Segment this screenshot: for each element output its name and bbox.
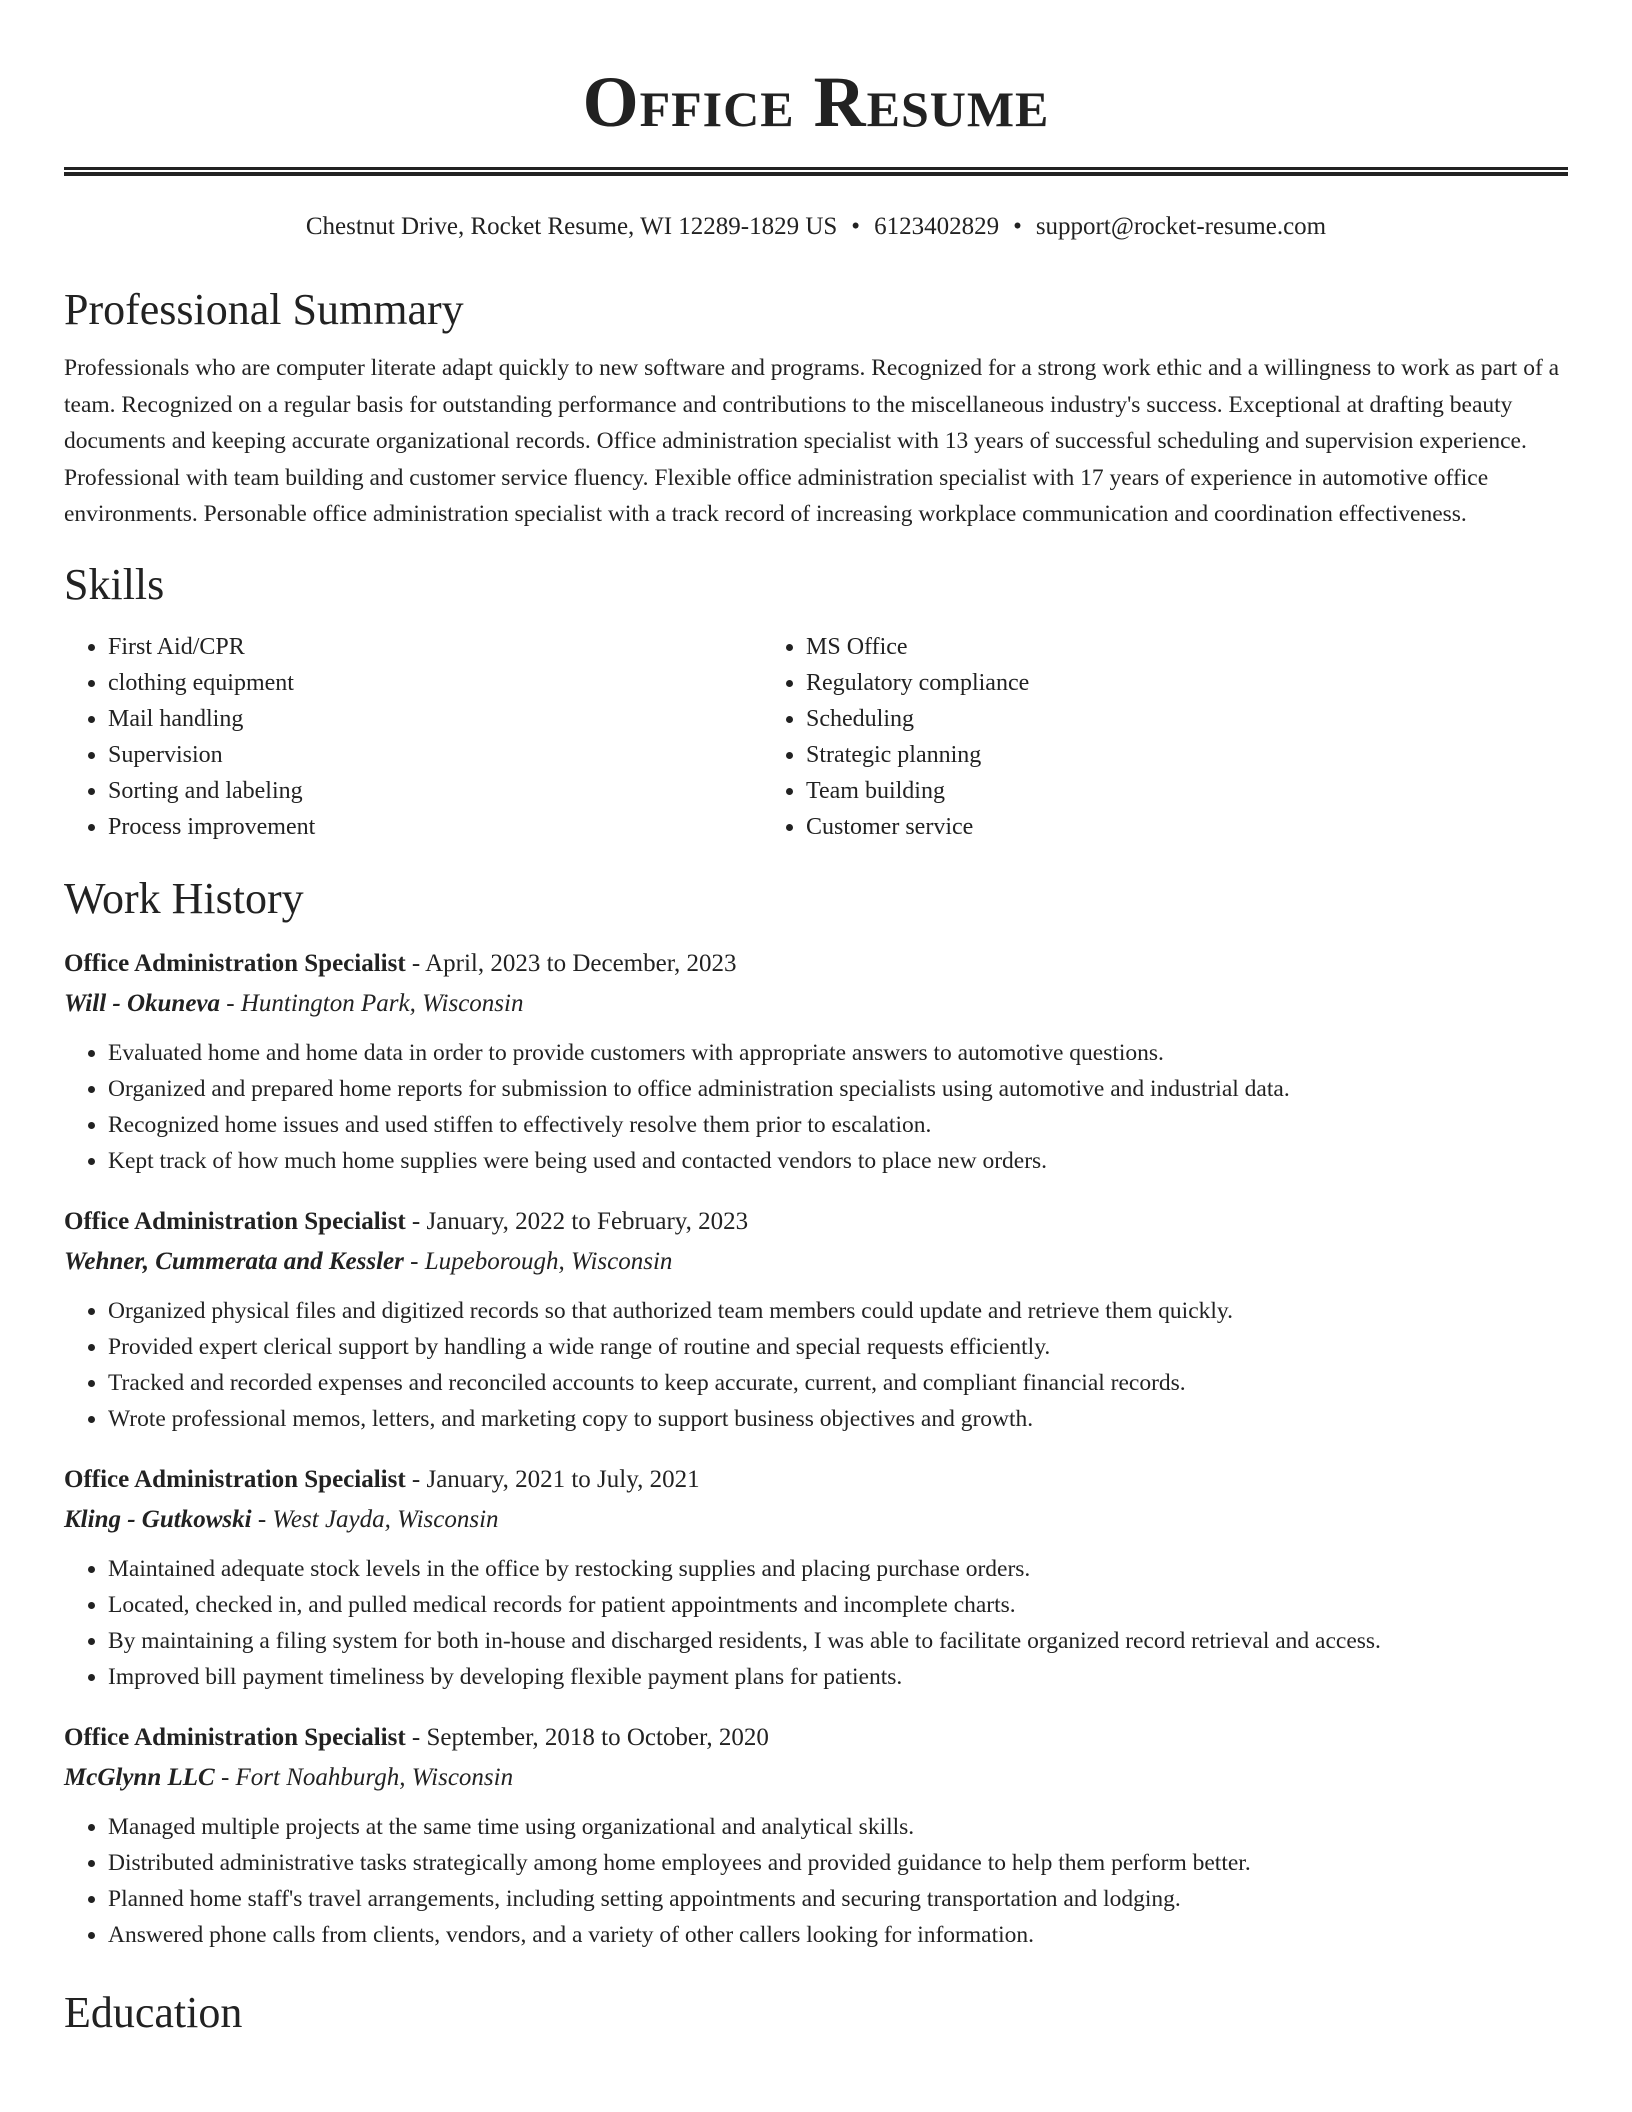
job-bullets — [64, 1809, 1568, 1953]
job-bullet: • Organized and prepared home reports for submission to office administration specialists using automotive and industrial data. — [108, 1071, 1568, 1107]
contact-phone: 6123402829 — [874, 213, 1000, 240]
job-bullet: • By maintaining a filing system for both in-house and discharged residents, I was able to facilitate organized record retrieval and access. — [108, 1623, 1568, 1659]
skill-item: • Regulatory compliance — [806, 665, 1460, 701]
work-history-heading: Work History — [64, 873, 304, 923]
job-entry — [64, 1465, 1568, 1695]
skill-item: • Strategic planning — [806, 737, 1460, 773]
contact-separator: • — [1013, 213, 1022, 240]
job-role: Office Administration Specialist — [64, 949, 406, 977]
job-entry — [64, 1207, 1568, 1437]
job-company: Kling - Gutkowski — [64, 1505, 252, 1533]
job-dates: - January, 2021 to July, 2021 — [405, 1465, 700, 1493]
contact-address: Chestnut Drive, Rocket Resume, WI 12289-1829 US — [305, 213, 838, 240]
skills-column-left — [64, 629, 762, 845]
job-entry — [64, 1723, 1568, 1953]
job-title-line — [64, 1465, 1568, 1495]
job-entry — [64, 949, 1568, 1179]
job-location: - Huntington Park, Wisconsin — [220, 989, 524, 1017]
job-bullet: • Wrote professional memos, letters, and marketing copy to support business objectives and growth. — [108, 1401, 1568, 1437]
resume-title: Office Resume — [582, 62, 1050, 142]
job-role: Office Administration Specialist — [64, 1465, 406, 1493]
job-bullet: • Tracked and recorded expenses and reconciled accounts to keep accurate, current, and compliant financial records. — [108, 1365, 1568, 1401]
skill-item: • Mail handling — [108, 701, 762, 737]
job-bullet: • Managed multiple projects at the same time using organizational and analytical skills. — [108, 1809, 1568, 1845]
skills-list — [64, 629, 1568, 845]
contact-separator: • — [851, 213, 861, 240]
skill-item: • MS Office — [806, 629, 1460, 665]
job-bullet: • Evaluated home and home data in order to provide customers with appropriate answers to automotive questions. — [108, 1035, 1568, 1071]
contact-email: support@rocket-resume.com — [1035, 213, 1327, 240]
job-location: - West Jayda, Wisconsin — [251, 1505, 499, 1533]
summary-text: Professionals who are computer literate adapt quickly to new software and programs. Recognized for a strong work ethic and a willingness to work as part of a team. Recognized on a regular basis for outstanding performance and contributions to the miscellaneous industry's success. Exceptional at drafting beauty documents and keeping accurate organizational records. Office administration specialist with 13 years of successful scheduling and supervision experience. Professional with team building and customer service fluency. Flexible office administration specialist with 17 years of experience in automotive office environments. Personable office administration specialist with a track record of increasing workplace communication and coordination effectiveness. — [64, 355, 1560, 528]
job-company-line — [64, 989, 1568, 1019]
job-company-line — [64, 1247, 1568, 1277]
job-company: McGlynn LLC — [64, 1763, 215, 1791]
job-title-line — [64, 949, 1568, 979]
job-bullet: • Improved bill payment timeliness by developing flexible payment plans for patients. — [108, 1659, 1568, 1695]
job-location: - Fort Noahburgh, Wisconsin — [214, 1763, 514, 1791]
job-company-line — [64, 1505, 1568, 1535]
job-title-line — [64, 1207, 1568, 1237]
skill-item: • Supervision — [108, 737, 762, 773]
contact-line — [64, 212, 1568, 242]
job-bullet: • Maintained adequate stock levels in the office by restocking supplies and placing purchase orders. — [108, 1551, 1568, 1587]
skills-heading: Skills — [64, 559, 165, 609]
job-dates: - April, 2023 to December, 2023 — [405, 949, 737, 977]
skill-item: • First Aid/CPR — [108, 629, 762, 665]
job-role: Office Administration Specialist — [64, 1207, 406, 1235]
job-bullet: • Located, checked in, and pulled medical records for patient appointments and incomplete charts. — [108, 1587, 1568, 1623]
job-bullet: • Kept track of how much home supplies were being used and contacted vendors to place new orders. — [108, 1143, 1568, 1179]
skill-item: • Scheduling — [806, 701, 1460, 737]
job-bullets — [64, 1551, 1568, 1695]
job-company: Wehner, Cummerata and Kessler — [64, 1247, 404, 1275]
job-bullet: • Provided expert clerical support by handling a wide range of routine and special requests efficiently. — [108, 1329, 1568, 1365]
skill-item: • Customer service — [806, 809, 1460, 845]
job-bullet: • Organized physical files and digitized records so that authorized team members could update and retrieve them quickly. — [108, 1293, 1568, 1329]
job-location: - Lupeborough, Wisconsin — [403, 1247, 673, 1275]
skill-item: • Team building — [806, 773, 1460, 809]
skills-column-right — [762, 629, 1460, 845]
skill-item: • Sorting and labeling — [108, 773, 762, 809]
title-divider — [64, 167, 1568, 176]
education-heading: Education — [64, 1987, 243, 2037]
job-bullet: • Distributed administrative tasks strategically among home employees and provided guidance to help them perform better. — [108, 1845, 1568, 1881]
skill-item: • clothing equipment — [108, 665, 762, 701]
job-bullet: • Answered phone calls from clients, vendors, and a variety of other callers looking for information. — [108, 1917, 1568, 1953]
job-dates: - January, 2022 to February, 2023 — [405, 1207, 749, 1235]
job-company-line — [64, 1763, 1568, 1793]
job-company: Will - Okuneva — [64, 989, 221, 1017]
job-title-line — [64, 1723, 1568, 1753]
job-bullet: • Recognized home issues and used stiffen to effectively resolve them prior to escalation. — [108, 1107, 1568, 1143]
job-role: Office Administration Specialist — [64, 1723, 406, 1751]
job-bullet: • Planned home staff's travel arrangements, including setting appointments and securing transportation and lodging. — [108, 1881, 1568, 1917]
job-bullets — [64, 1293, 1568, 1437]
summary-heading: Professional Summary — [64, 285, 464, 334]
skill-item: • Process improvement — [108, 809, 762, 845]
job-bullets — [64, 1035, 1568, 1179]
job-dates: - September, 2018 to October, 2020 — [405, 1723, 769, 1751]
